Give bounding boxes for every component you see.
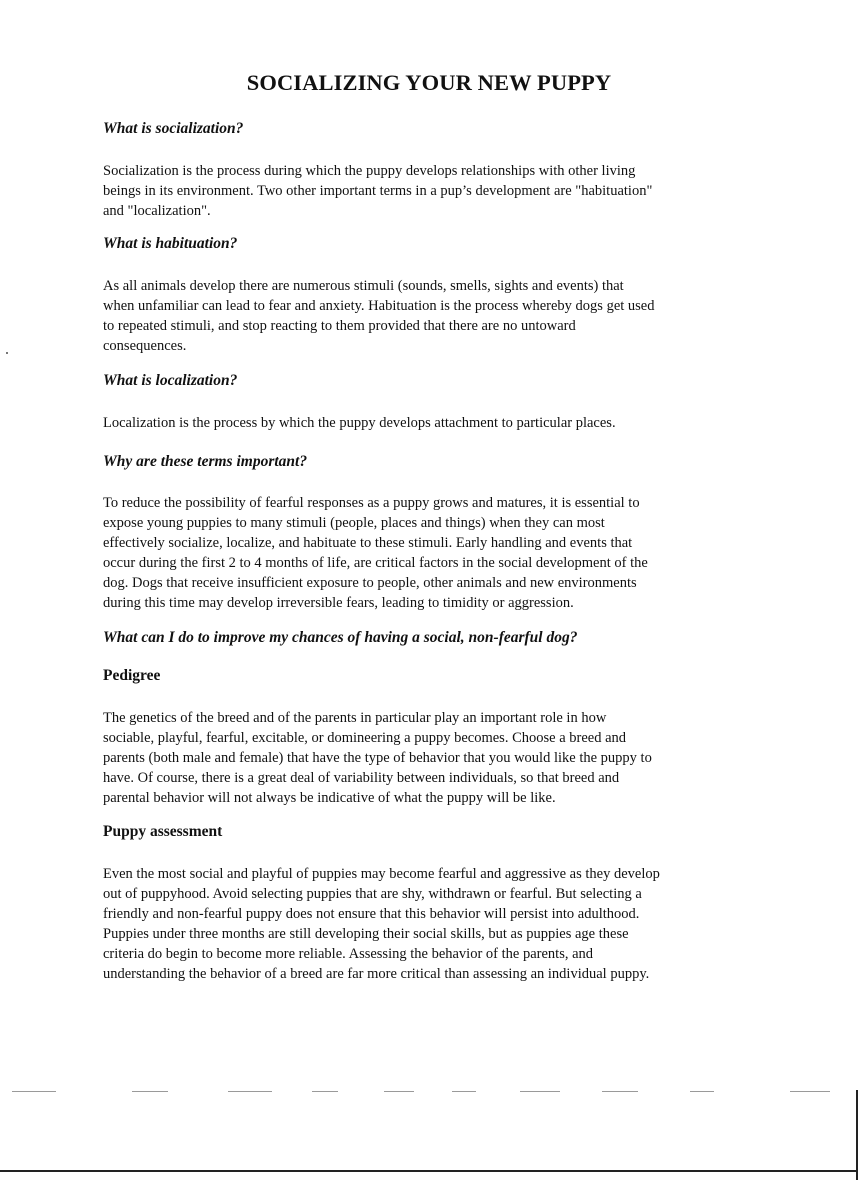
text-line: effectively socialize, localize, and habituate to these stimuli. Early handling and events that xyxy=(103,535,633,551)
paragraph-puppy-assessment xyxy=(103,864,763,984)
paragraph-socialization xyxy=(103,161,763,221)
scan-dash xyxy=(452,1091,476,1092)
scan-dash xyxy=(12,1091,56,1092)
scan-dash xyxy=(790,1091,830,1092)
heading-what-is-habituation: What is habituation? xyxy=(103,235,238,252)
scan-bottom-edge xyxy=(0,1170,858,1182)
text-line: Even the most social and playful of puppies may become fearful and aggressive as they develop xyxy=(103,866,660,882)
heading-why-important: Why are these terms important? xyxy=(103,453,308,470)
paragraph-localization xyxy=(103,413,763,433)
text-line: parental behavior will not always be indicative of what the puppy will be like. xyxy=(103,790,556,806)
text-line: dog. Dogs that receive insufficient exposure to people, other animals and new environments xyxy=(103,575,637,591)
text-line: criteria do begin to become more reliable. Assessing the behavior of the parents, and xyxy=(103,946,594,962)
scan-speck xyxy=(6,352,8,354)
scan-dash xyxy=(228,1091,272,1092)
scan-dash xyxy=(602,1091,638,1092)
text-line: The genetics of the breed and of the parents in particular play an important role in how xyxy=(103,710,607,726)
text-line: out of puppyhood. Avoid selecting puppies that are shy, withdrawn or fearful. But selecting a xyxy=(103,886,642,902)
scan-dash xyxy=(132,1091,168,1092)
text-line: friendly and non-fearful puppy does not ensure that this behavior will persist into adulthood. xyxy=(103,906,640,922)
text-line: understanding the behavior of a breed are far more critical than assessing an individual puppy. xyxy=(103,966,650,982)
text-line: parents (both male and female) that have the type of behavior that you would like the puppy to xyxy=(103,750,652,766)
paragraph-why-important xyxy=(103,493,763,613)
text-line: Puppies under three months are still developing their social skills, but as puppies age these xyxy=(103,926,629,942)
scan-dash xyxy=(690,1091,714,1092)
text-line: Socialization is the process during which the puppy develops relationships with other living xyxy=(103,163,636,179)
text-line: during this time may develop irreversible fears, leading to timidity or aggression. xyxy=(103,595,574,611)
text-line: when unfamiliar can lead to fear and anxiety. Habituation is the process whereby dogs get used xyxy=(103,298,655,314)
text-line: and "localization". xyxy=(103,203,211,219)
text-line: beings in its environment. Two other important terms in a pup’s development are "habituation" xyxy=(103,183,653,199)
subheading-puppy-assessment: Puppy assessment xyxy=(103,823,223,840)
paragraph-habituation xyxy=(103,276,763,356)
scan-dash xyxy=(312,1091,338,1092)
heading-what-is-localization: What is localization? xyxy=(103,372,238,389)
subheading-pedigree: Pedigree xyxy=(103,667,161,684)
text-line: expose young puppies to many stimuli (people, places and things) when they can most xyxy=(103,515,605,531)
heading-what-can-i-do: What can I do to improve my chances of having a social, non-fearful dog? xyxy=(103,629,578,646)
text-line: consequences. xyxy=(103,338,187,354)
text-line: As all animals develop there are numerous stimuli (sounds, smells, sights and events) that xyxy=(103,278,624,294)
text-line: to repeated stimuli, and stop reacting to them provided that there are no untoward xyxy=(103,318,576,334)
heading-what-is-socialization: What is socialization? xyxy=(103,120,244,137)
text-line: have. Of course, there is a great deal of variability between individuals, so that breed and xyxy=(103,770,620,786)
text-line: Localization is the process by which the puppy develops attachment to particular places. xyxy=(103,415,616,431)
text-line: To reduce the possibility of fearful responses as a puppy grows and matures, it is essential to xyxy=(103,495,640,511)
paragraph-pedigree xyxy=(103,708,763,808)
scan-dash xyxy=(384,1091,414,1092)
text-line: occur during the first 2 to 4 months of life, are critical factors in the social development of the xyxy=(103,555,648,571)
text-line: sociable, playful, fearful, excitable, or domineering a puppy becomes. Choose a breed and xyxy=(103,730,627,746)
page-title: SOCIALIZING YOUR NEW PUPPY xyxy=(246,70,612,95)
scan-dash xyxy=(520,1091,560,1092)
